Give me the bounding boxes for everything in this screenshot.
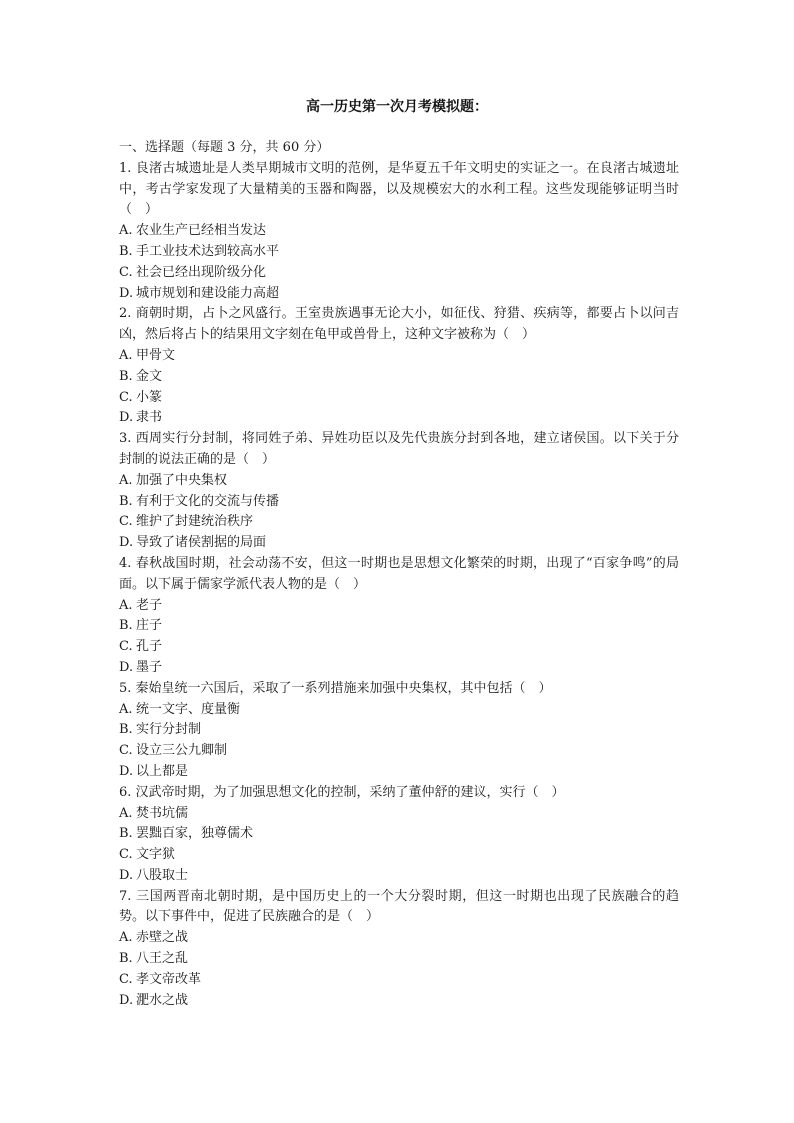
option-letter: B. bbox=[119, 951, 133, 967]
answer-option bbox=[119, 949, 679, 970]
option-letter: B. bbox=[119, 722, 133, 738]
answer-option bbox=[119, 221, 679, 242]
option-letter: A. bbox=[119, 930, 133, 946]
option-letter: D. bbox=[119, 763, 134, 779]
answer-option bbox=[119, 928, 679, 949]
question-7 bbox=[119, 887, 679, 1012]
answer-option bbox=[119, 658, 679, 679]
option-letter: A. bbox=[119, 472, 133, 488]
answer-option bbox=[119, 845, 679, 866]
question-4 bbox=[119, 554, 679, 679]
option-text: 墨子 bbox=[136, 659, 163, 675]
answer-option bbox=[119, 762, 679, 783]
option-text: 隶书 bbox=[136, 410, 163, 426]
option-letter: C. bbox=[119, 743, 133, 759]
answer-option bbox=[119, 741, 679, 762]
answer-option bbox=[119, 866, 679, 887]
answer-option bbox=[119, 471, 679, 492]
option-letter: B. bbox=[119, 368, 133, 384]
option-text: 罢黜百家，独尊儒术 bbox=[136, 826, 254, 842]
question-3 bbox=[119, 429, 679, 554]
question-5 bbox=[119, 679, 679, 783]
option-letter: B. bbox=[119, 618, 133, 634]
answer-option bbox=[119, 720, 679, 741]
option-text: 淝水之战 bbox=[136, 992, 189, 1008]
answer-option bbox=[119, 263, 679, 284]
answer-option bbox=[119, 284, 679, 305]
option-text: 孔子 bbox=[136, 639, 163, 655]
option-letter: C. bbox=[119, 971, 133, 987]
question-stem: 3. 西周实行分封制，将同姓子弟、异姓功臣以及先代贵族分封到各地，建立诸侯国。以下关于分封制的说法正确的是（ ） bbox=[119, 431, 679, 467]
option-text: 孝文帝改革 bbox=[136, 971, 202, 987]
option-letter: B. bbox=[119, 826, 133, 842]
answer-option bbox=[119, 700, 679, 721]
option-letter: D. bbox=[119, 659, 134, 675]
option-text: 八王之乱 bbox=[136, 951, 189, 967]
question-stem: 4. 春秋战国时期，社会动荡不安，但这一时期也是思想文化繁荣的时期，出现了“百家争鸣”的局面。以下属于儒家学派代表人物的是（ ） bbox=[119, 555, 679, 592]
answer-option bbox=[119, 616, 679, 637]
option-text: 导致了诸侯割据的局面 bbox=[136, 535, 267, 551]
option-text: 农业生产已经相当发达 bbox=[136, 223, 267, 239]
question-stem: 5. 秦始皇统一六国后，采取了一系列措施来加强中央集权，其中包括（ ） bbox=[119, 680, 552, 696]
answer-option bbox=[119, 533, 679, 554]
answer-option bbox=[119, 408, 679, 429]
answer-option bbox=[119, 388, 679, 409]
option-letter: C. bbox=[119, 389, 133, 405]
page-title: 高一历史第一次月考模拟题： bbox=[306, 99, 488, 115]
option-text: 有利于文化的交流与传播 bbox=[136, 493, 280, 509]
answer-option bbox=[119, 824, 679, 845]
option-text: 焚书坑儒 bbox=[136, 805, 189, 821]
option-letter: C. bbox=[119, 639, 133, 655]
answer-option bbox=[119, 242, 679, 263]
option-text: 设立三公九卿制 bbox=[136, 743, 228, 759]
option-letter: C. bbox=[119, 264, 133, 280]
option-letter: C. bbox=[119, 847, 133, 863]
option-letter: A. bbox=[119, 597, 133, 613]
option-text: 维护了封建统治秩序 bbox=[136, 514, 254, 530]
option-text: 统一文字、度量衡 bbox=[136, 701, 241, 717]
question-6 bbox=[119, 783, 679, 887]
option-text: 赤壁之战 bbox=[136, 930, 189, 946]
answer-option bbox=[119, 991, 679, 1012]
question-2 bbox=[119, 304, 679, 429]
option-letter: C. bbox=[119, 514, 133, 530]
question-stem: 7. 三国两晋南北朝时期，是中国历史上的一个大分裂时期，但这一时期也出现了民族融合的趋势。以下事件中，促进了民族融合的是（ ） bbox=[119, 888, 679, 925]
answer-option bbox=[119, 637, 679, 658]
option-letter: B. bbox=[119, 493, 133, 509]
option-letter: A. bbox=[119, 223, 133, 239]
option-letter: D. bbox=[119, 285, 134, 301]
question-stem: 1. 良渚古城遗址是人类早期城市文明的范例，是华夏五千年文明史的实证之一。在良渚古城遗址中，考古学家发现了大量精美的玉器和陶器，以及规模宏大的水利工程。这些发现能够证明当时（ ） bbox=[119, 160, 679, 218]
option-text: 金文 bbox=[136, 368, 163, 384]
option-text: 加强了中央集权 bbox=[136, 472, 228, 488]
answer-option bbox=[119, 346, 679, 367]
option-text: 城市规划和建设能力高超 bbox=[136, 285, 280, 301]
option-text: 实行分封制 bbox=[136, 722, 202, 738]
option-letter: D. bbox=[119, 535, 134, 551]
option-text: 老子 bbox=[136, 597, 163, 613]
answer-option bbox=[119, 512, 679, 533]
option-letter: A. bbox=[119, 347, 133, 363]
answer-option bbox=[119, 804, 679, 825]
option-letter: A. bbox=[119, 805, 133, 821]
option-letter: D. bbox=[119, 992, 134, 1008]
option-text: 文字狱 bbox=[136, 847, 176, 863]
answer-option bbox=[119, 596, 679, 617]
option-letter: D. bbox=[119, 867, 134, 883]
option-letter: D. bbox=[119, 410, 134, 426]
question-stem: 2. 商朝时期，占卜之风盛行。王室贵族遇事无论大小，如征伐、狩猎、疾病等，都要占卜以问吉凶，然后将占卜的结果用文字刻在龟甲或兽骨上，这种文字被称为（ ） bbox=[119, 306, 679, 343]
option-text: 甲骨文 bbox=[136, 347, 176, 363]
section-heading: 一、选择题（每题 3 分，共 60 分） bbox=[119, 140, 330, 155]
question-list bbox=[119, 159, 679, 1012]
question-1 bbox=[119, 159, 679, 305]
option-letter: B. bbox=[119, 243, 133, 259]
option-text: 庄子 bbox=[136, 618, 163, 634]
answer-option bbox=[119, 970, 679, 991]
question-stem: 6. 汉武帝时期，为了加强思想文化的控制，采纳了董仲舒的建议，实行（ ） bbox=[119, 784, 565, 800]
option-text: 社会已经出现阶级分化 bbox=[136, 264, 267, 280]
option-letter: A. bbox=[119, 701, 133, 717]
answer-option bbox=[119, 367, 679, 388]
option-text: 小篆 bbox=[136, 389, 163, 405]
option-text: 以上都是 bbox=[136, 763, 189, 779]
option-text: 手工业技术达到较高水平 bbox=[136, 243, 280, 259]
exam-content bbox=[119, 138, 679, 1011]
option-text: 八股取士 bbox=[136, 867, 189, 883]
answer-option bbox=[119, 492, 679, 513]
